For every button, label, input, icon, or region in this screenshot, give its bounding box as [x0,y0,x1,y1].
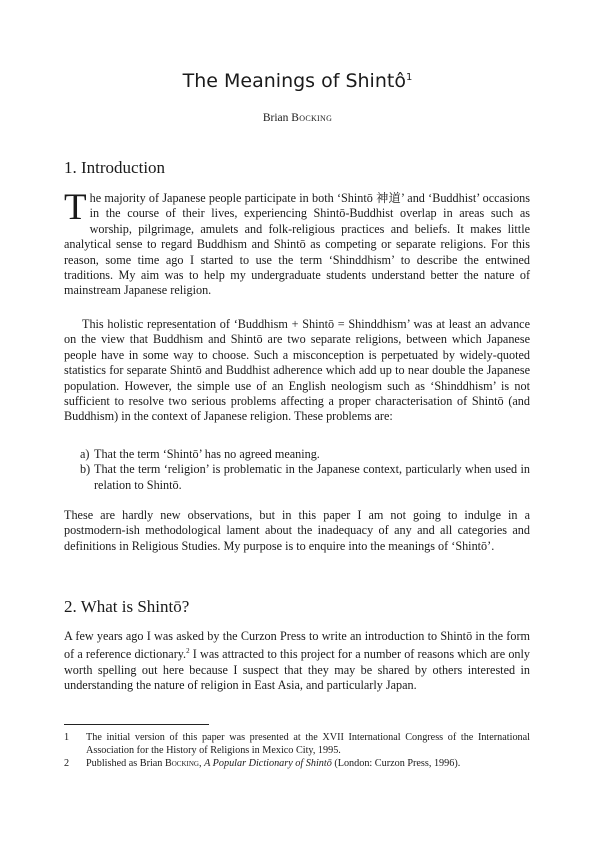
list-item-marker: a) [80,447,90,461]
what-paragraph-1 [64,629,530,694]
section-heading-what-is-shinto: 2. What is Shintō? [64,597,190,616]
list-item [64,447,530,462]
title-text: The Meanings of Shintô [182,70,406,92]
intro-paragraph-3: These are hardly new observations, but in this paper I am not going to indulge in a postmodern-ish methodological lament about the inadequacy of any and all categories and definitions in Religious Studies. My purpose is to enquire into the meanings of ‘Shintō’. [64,508,530,553]
list-item-marker: b) [80,462,91,477]
paper-title [0,70,595,92]
footnote-text: The initial version of this paper was presented at the XVII International Congress of the International Association for the History of Religions in Mexico City, 1995. [86,732,530,756]
footnote-text-end: (London: Curzon Press, 1996). [331,758,461,770]
author-first-name: Brian [262,112,289,124]
author-line [0,112,595,124]
footnote-2 [64,758,530,771]
intro-paragraph-1-text: he majority of Japanese people participate in both ‘Shintō 神道’ and ‘Buddhist’ occasions in the course of their lives, experiencing Shintō-Buddhist overlap in areas such as worship, pilgrimage, amulets and folk-religious practices and beliefs. It makes little analytical sense to regard Buddhism and Shintō as competing or separate religions. For this reason, some time ago I started to use the term ‘Shinddhism’ to describe the entwined traditions. My aim was to help my undergraduate students understand better the nature of mainstream Japanese religion. [64,191,530,298]
footnote-1 [64,732,530,757]
footnote-author: Bocking [164,758,199,770]
list-item-text: That the term ‘religion’ is problematic in the Japanese context, particularly when used in relation to Shintō. [94,462,530,492]
footnote-book-title: A Popular Dictionary of Shintō [204,758,332,770]
footnote-marker-2[interactable]: 2 [186,647,190,656]
problems-list [64,447,530,493]
what-paragraph-text: A few years ago I was asked by the Curzon Press to write an introduction to Shintō in the form of a reference dictionary. [64,629,530,662]
footnotes [64,732,530,772]
drop-cap: T [64,187,87,228]
footnote-rule [64,724,209,725]
intro-paragraph-1 [64,187,530,299]
author-last-name: Bocking [291,112,333,124]
section-heading-introduction: 1. Introduction [64,158,166,177]
footnote-number: 2 [64,758,70,770]
footnote-separator: , [198,758,205,770]
footnote-number: 1 [64,732,70,743]
footnote-marker-1[interactable]: 1 [405,72,413,83]
list-item [64,462,530,493]
what-paragraph-text-continued: I was attracted to this project for a number of reasons which are only worth spelling out here because I suspect that they may be shared by others interested in understanding the nature of religion in East Asia, and particularly Japan. [64,647,530,693]
intro-paragraph-2: This holistic representation of ‘Buddhism + Shintō = Shinddhism’ was at least an advance on the view that Buddhism and Shintō are two separate religions, between which Japanese people have in some way to choose. Such a misconception is perpetuated by widely-quoted statistics for separate Shintō and Buddhist adherence which add up to near double the Japanese population. However, the simple use of an English neologism such as ‘Shinddhism’ is not sufficient to resolve two serious problems affecting a proper characterisation of Shintō (and Buddhism) in the context of Japanese religion. These problems are: [64,317,530,424]
footnote-text: Published as Brian [86,758,165,770]
list-item-text: That the term ‘Shintō’ has no agreed meaning. [94,447,320,461]
